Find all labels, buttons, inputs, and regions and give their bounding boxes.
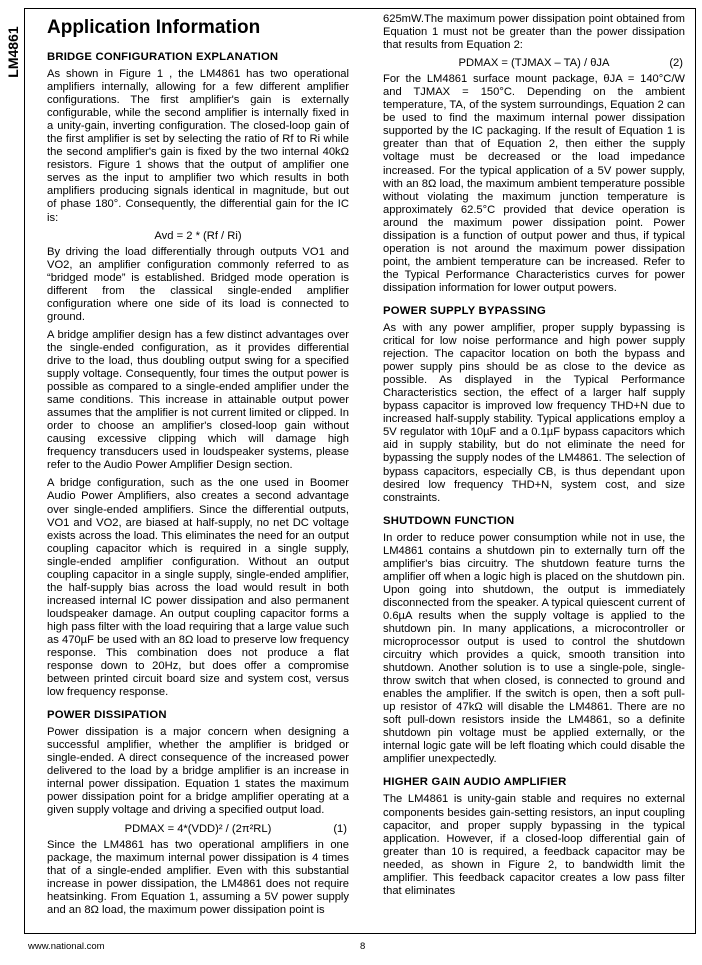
footer-url[interactable]: www.national.com: [28, 941, 105, 952]
page-title: Application Information: [47, 17, 261, 38]
bridge-p1: As shown in Figure 1 , the LM4861 has two operational amplifiers internally, allowing for a few different amplifier configurations. The first amplifier's gain is externally configurable, while the second amplifier is internally fixed in a unity-gain, inverting configuration. The closed-loop gain of the first amplifier is set by selecting the ratio of Rf to Ri while the second amplifier's gain is fixed by the two internal 40kΩ resistors. Figure 1 shows that the output of amplifier one serves as the input to amplifier two which results in both amplifiers producing signals identical in magnitude, but out of phase 180°. Consequently, the differential gain for the IC is:: [47, 68, 349, 224]
heading-bypass: POWER SUPPLY BYPASSING: [383, 304, 547, 317]
power-p3: 625mW.The maximum power dissipation point obtained from Equation 1 must not be greater than the power dissipation that results from Equation 2:: [383, 13, 685, 52]
bypass-p1: As with any power amplifier, proper supply bypassing is critical for low noise performance and high power supply rejection. The capacitor location on both the bypass and power supply pins should be as close to the device as possible. As displayed in the Typical Performance Characteristics section, the effect of a larger half supply bypass capacitor is improved low frequency THD+N due to increased half-supply stability. Typical applications employ a 5V regulator with 10µF and a 0.1µF bypass capacitors which aid in supply stability, but do not eliminate the need for bypassing the supply nodes of the LM4861. The selection of bypass capacitors, especially CB, is thus dependant upon desired low frequency THD+N, system cost, and size constraints.: [383, 321, 685, 504]
equation-1: [47, 823, 349, 836]
equation-2-number: (2): [669, 57, 683, 70]
bridge-p4: A bridge configuration, such as the one used in Boomer Audio Power Amplifiers, also creates a second advantage over single-ended amplifiers. Since the differential outputs, VO1 and VO2, are biased at half-supply, no net DC voltage exists across the load. This eliminates the need for an output coupling capacitor which is required in a single supply, single-ended amplifier configuration. Without an output coupling capacitor in a single supply, single-ended amplifier, the half-supply bias across the load would result in both increased internal IC power dissipation and also permanent loudspeaker damage. An output coupling capacitor forms a high pass filter with the load requiring that a large value such as 470µF be used with an 8Ω load to preserve low frequency response. This combination does not produce a flat response down to 20Hz, but does offer a compromise between printed circuit board size and system cost, versus low frequency response.: [47, 477, 349, 699]
page-frame: [24, 8, 696, 934]
heading-power: POWER DISSIPATION: [47, 709, 167, 722]
bridge-p3: A bridge amplifier design has a few distinct advantages over the single-ended configuration, as it provides differential drive to the load, thus doubling output swing for a specified supply voltage. Consequently, four times the output power is possible as compared to a single-ended amplifier under the same conditions. This increase in attainable output power assumes that the amplifier is not current limited or clipped. In order to choose an amplifier's closed-loop gain without causing excessive clipping which will damage high frequency transducers used in loudspeaker systems, please refer to the Audio Power Amplifier Design section.: [47, 328, 349, 472]
power-p4: For the LM4861 surface mount package, θJA = 140°C/W and TJMAX = 150°C. Depending on the ambient temperature, TA, of the system surroundings, Equation 2 can be used to find the maximum internal power dissipation supported by the IC packaging. If the result of Equation 1 is greater than that of Equation 2, then either the supply voltage must be decreased or the load impedance increased. For the typical application of a 5V power supply, with an 8Ω load, the maximum ambient temperature possible without violating the maximum junction temperature is approximately 62.5°C provided that device operation is around the maximum power dissipation point. Power dissipation is a function of output power and thus, if typical operation is not around the maximum power dissipation point, the ambient temperature can be increased. Refer to the Typical Performance Characteristics curves for power dissipation information for lower output powers.: [383, 73, 685, 294]
side-part-number: LM4861: [5, 26, 21, 78]
equation-2-text: PDMAX = (TJMAX – TA) / θJA: [458, 57, 610, 70]
page-number: 8: [360, 941, 366, 952]
gain-p1: The LM4861 is unity-gain stable and requires no external components besides gain-setting resistors, an input coupling capacitor, and proper supply bypassing in the typical application. However, if a closed-loop differential gain of greater than 10 is required, a feedback capacitor may be needed, as shown in Figure 2, to bandwidth limit the amplifier. This feedback capacitor creates a low pass filter that eliminates: [383, 793, 685, 897]
equation-2: [383, 57, 685, 70]
equation-1-text: PDMAX = 4*(VDD)² / (2π²RL): [124, 822, 272, 835]
equation-gain: Avd = 2 * (Rf / Ri): [154, 229, 242, 242]
shutdown-p1: In order to reduce power consumption while not in use, the LM4861 contains a shutdown pin to externally turn off the amplifier's bias circuitry. The shutdown feature turns the amplifier off when a logic high is placed on the shutdown pin. Upon going into shutdown, the output is immediately disconnected from the speaker. A typical quiescent current of 0.6µA results when the supply voltage is applied to the shutdown pin. In many applications, a microcontroller or microprocessor output is used to control the shutdown circuitry which provides a quick, smooth transition into shutdown. Another solution is to use a single-pole, single-throw switch that when closed, is connected to ground and enables the amplifier. If the switch is open, then a soft pull-up resistor of 47kΩ will disable the LM4861. There are no soft pull-down resistors inside the LM4861, so a definite shutdown pin voltage must be applied externally, or the internal logic gate will be left floating which could disable the amplifier unexpectedly.: [383, 531, 685, 766]
equation-1-number: (1): [333, 822, 347, 835]
heading-gain: HIGHER GAIN AUDIO AMPLIFIER: [383, 776, 567, 789]
bridge-p2: By driving the load differentially through outputs VO1 and VO2, an amplifier configuration commonly referred to as “bridged mode” is established. Bridged mode operation is different from the classical single-ended amplifier configuration where one side of its load is connected to ground.: [47, 245, 349, 323]
power-p1: Power dissipation is a major concern when designing a successful amplifier, whether the amplifier is bridged or single-ended. A direct consequence of the increased power delivered to the load by a bridge amplifier is an increase in internal power dissipation. Equation 1 states the maximum power dissipation point for a bridge amplifier operating at a given supply voltage and driving a specified output load.: [47, 726, 349, 817]
right-column: [383, 13, 685, 903]
left-column: [47, 15, 349, 922]
heading-shutdown: SHUTDOWN FUNCTION: [383, 514, 515, 527]
heading-bridge: BRIDGE CONFIGURATION EXPLANATION: [47, 51, 279, 63]
power-p2: Since the LM4861 has two operational amplifiers in one package, the maximum internal power dissipation is 4 times that of a single-ended amplifier. Even with this substantial increase in power dissipation, the LM4861 does not require heatsinking. From Equation 1, assuming a 5V power supply and an 8Ω load, the maximum power dissipation point is: [47, 838, 349, 916]
